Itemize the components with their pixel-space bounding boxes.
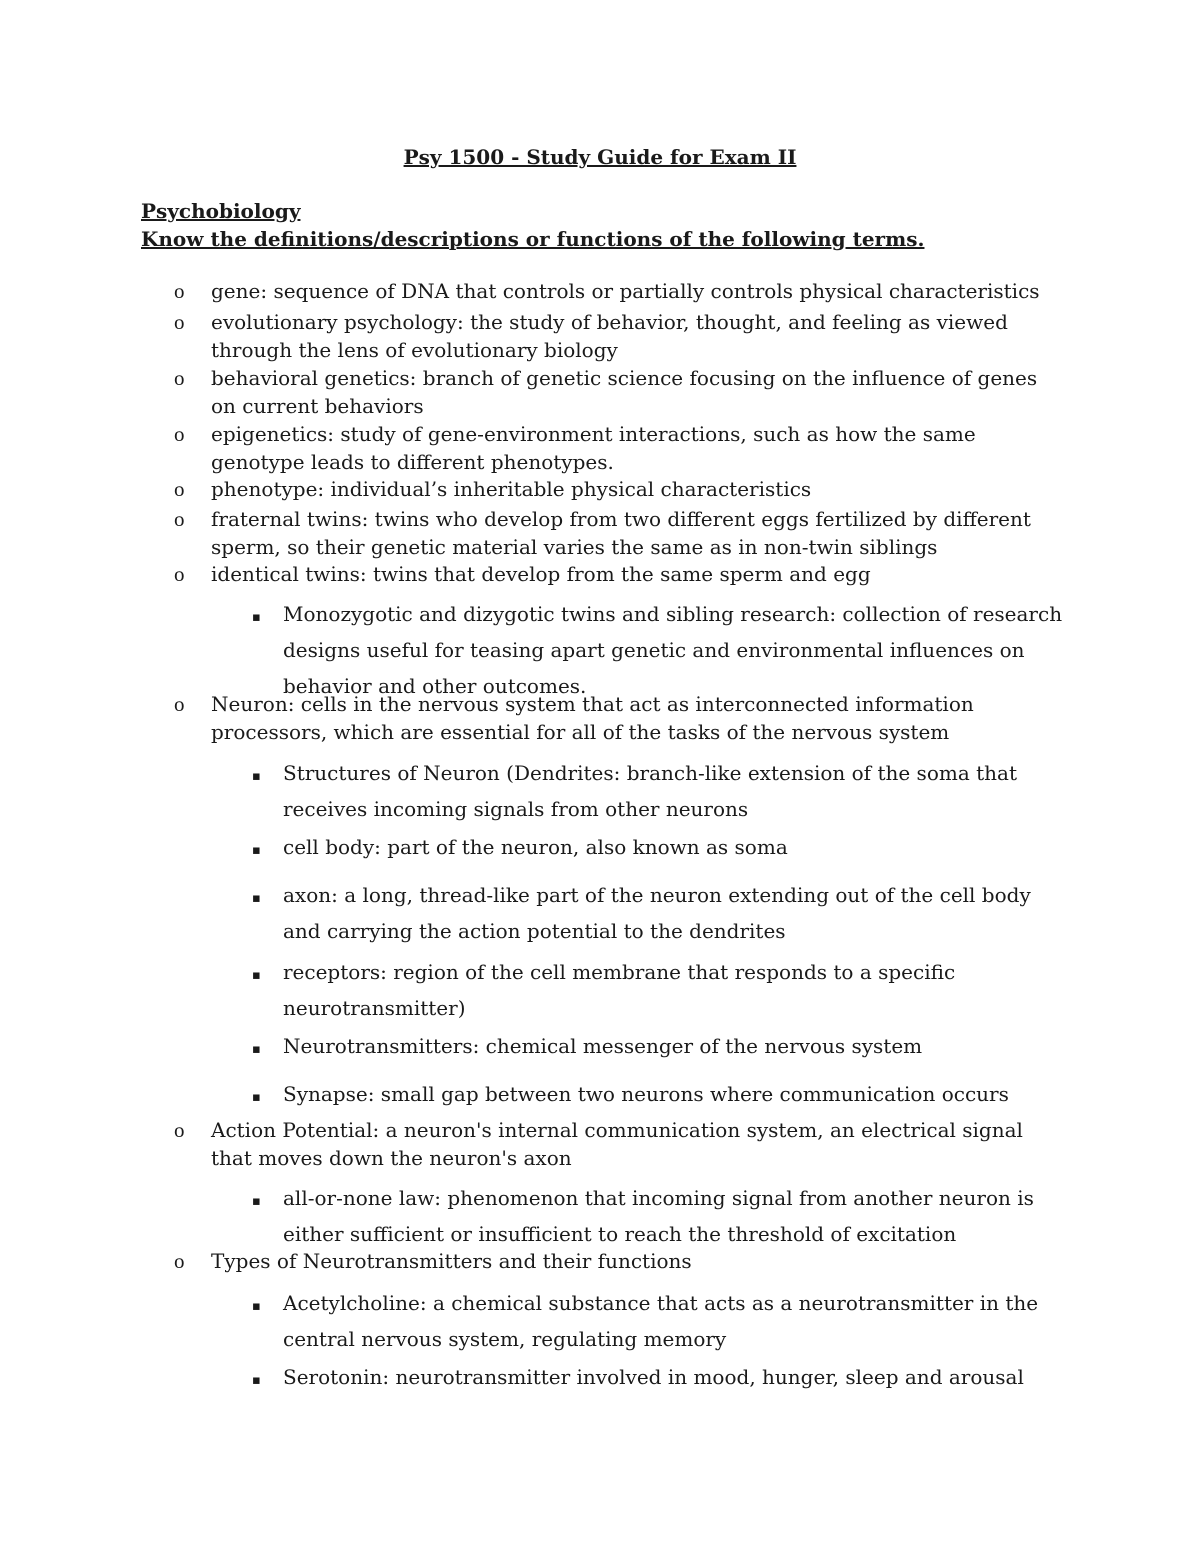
square-bullet-icon: ▪: [252, 769, 261, 784]
section-instruction: Know the definitions/descriptions or functions of the following terms.: [141, 227, 925, 251]
list-item: [174, 1116, 1061, 1172]
list-item: [174, 364, 1061, 420]
list-item: [174, 505, 1061, 561]
list-item: [174, 475, 1061, 503]
term-text: Synapse: small gap between two neurons where communication occurs: [283, 1082, 1009, 1106]
square-bullet-icon: ▪: [252, 1194, 261, 1209]
term-text: phenotype: individual’s inheritable physical characteristics: [211, 477, 812, 501]
term-text: Monozygotic and dizygotic twins and sibling research: collection of research designs useful for teasing apart genetic and environmental influences on behavior and other outcomes.: [283, 602, 1063, 698]
term-text: Neurotransmitters: chemical messenger of the nervous system: [283, 1034, 923, 1058]
sub-list-item: [252, 1180, 1073, 1252]
bullet-marker: o: [174, 477, 185, 501]
bullet-marker: o: [174, 422, 185, 446]
list-item: [174, 308, 1061, 364]
term-text: epigenetics: study of gene-environment interactions, such as how the same genotype leads to different phenotypes.: [211, 422, 976, 474]
square-bullet-icon: ▪: [252, 968, 261, 983]
sub-list-item: [252, 1359, 1073, 1395]
bullet-marker: o: [174, 310, 185, 334]
page-title: Psy 1500 - Study Guide for Exam II: [403, 145, 797, 169]
term-text: Neuron: cells in the nervous system that act as interconnected information processors, which are essential for all of the tasks of the nervous system: [211, 692, 974, 744]
list-item: [174, 420, 1061, 476]
bullet-marker: o: [174, 1249, 185, 1273]
term-text: Serotonin: neurotransmitter involved in mood, hunger, sleep and arousal: [283, 1365, 1024, 1389]
sub-list-item: [252, 877, 1073, 949]
bullet-marker: o: [174, 507, 185, 531]
square-bullet-icon: ▪: [252, 891, 261, 906]
sub-list-item: [252, 596, 1073, 704]
square-bullet-icon: ▪: [252, 610, 261, 625]
sub-list-item: [252, 1076, 1073, 1112]
bullet-marker: o: [174, 1118, 185, 1142]
list-item: [174, 1247, 1061, 1275]
term-text: axon: a long, thread-like part of the neuron extending out of the cell body and carrying the action potential to the dendrites: [283, 883, 1031, 943]
list-item: [174, 560, 1061, 588]
list-item: [174, 690, 1061, 746]
term-text: all-or-none law: phenomenon that incoming signal from another neuron is either sufficient or insufficient to reach the threshold of excitation: [283, 1186, 1034, 1246]
list-item: [174, 277, 1061, 305]
term-text: behavioral genetics: branch of genetic science focusing on the influence of genes on current behaviors: [211, 366, 1038, 418]
square-bullet-icon: ▪: [252, 1299, 261, 1314]
term-text: Structures of Neuron (Dendrites: branch-like extension of the soma that receives incoming signals from other neurons: [283, 761, 1017, 821]
term-text: Action Potential: a neuron's internal communication system, an electrical signal that moves down the neuron's axon: [211, 1118, 1023, 1170]
bullet-marker: o: [174, 366, 185, 390]
square-bullet-icon: ▪: [252, 843, 261, 858]
sub-list-item: [252, 954, 1073, 1026]
bullet-marker: o: [174, 279, 185, 303]
bullet-marker: o: [174, 562, 185, 586]
square-bullet-icon: ▪: [252, 1090, 261, 1105]
term-text: cell body: part of the neuron, also known as soma: [283, 835, 788, 859]
sub-list-item: [252, 1028, 1073, 1064]
term-text: Acetylcholine: a chemical substance that acts as a neurotransmitter in the central nervous system, regulating memory: [283, 1291, 1039, 1351]
bullet-marker: o: [174, 692, 185, 716]
square-bullet-icon: ▪: [252, 1373, 261, 1388]
sub-list-item: [252, 829, 1073, 865]
term-text: fraternal twins: twins who develop from two different eggs fertilized by different sperm, so their genetic material varies the same as in non-twin siblings: [211, 507, 1031, 559]
term-text: evolutionary psychology: the study of behavior, thought, and feeling as viewed through the lens of evolutionary biology: [211, 310, 1008, 362]
term-text: identical twins: twins that develop from the same sperm and egg: [211, 562, 871, 586]
term-text: Types of Neurotransmitters and their functions: [211, 1249, 692, 1273]
sub-list-item: [252, 755, 1073, 827]
term-text: gene: sequence of DNA that controls or partially controls physical characteristics: [211, 279, 1040, 303]
sub-list-item: [252, 1285, 1073, 1357]
term-text: receptors: region of the cell membrane that responds to a specific neurotransmitter): [283, 960, 956, 1020]
square-bullet-icon: ▪: [252, 1042, 261, 1057]
section-heading: Psychobiology: [141, 199, 301, 223]
